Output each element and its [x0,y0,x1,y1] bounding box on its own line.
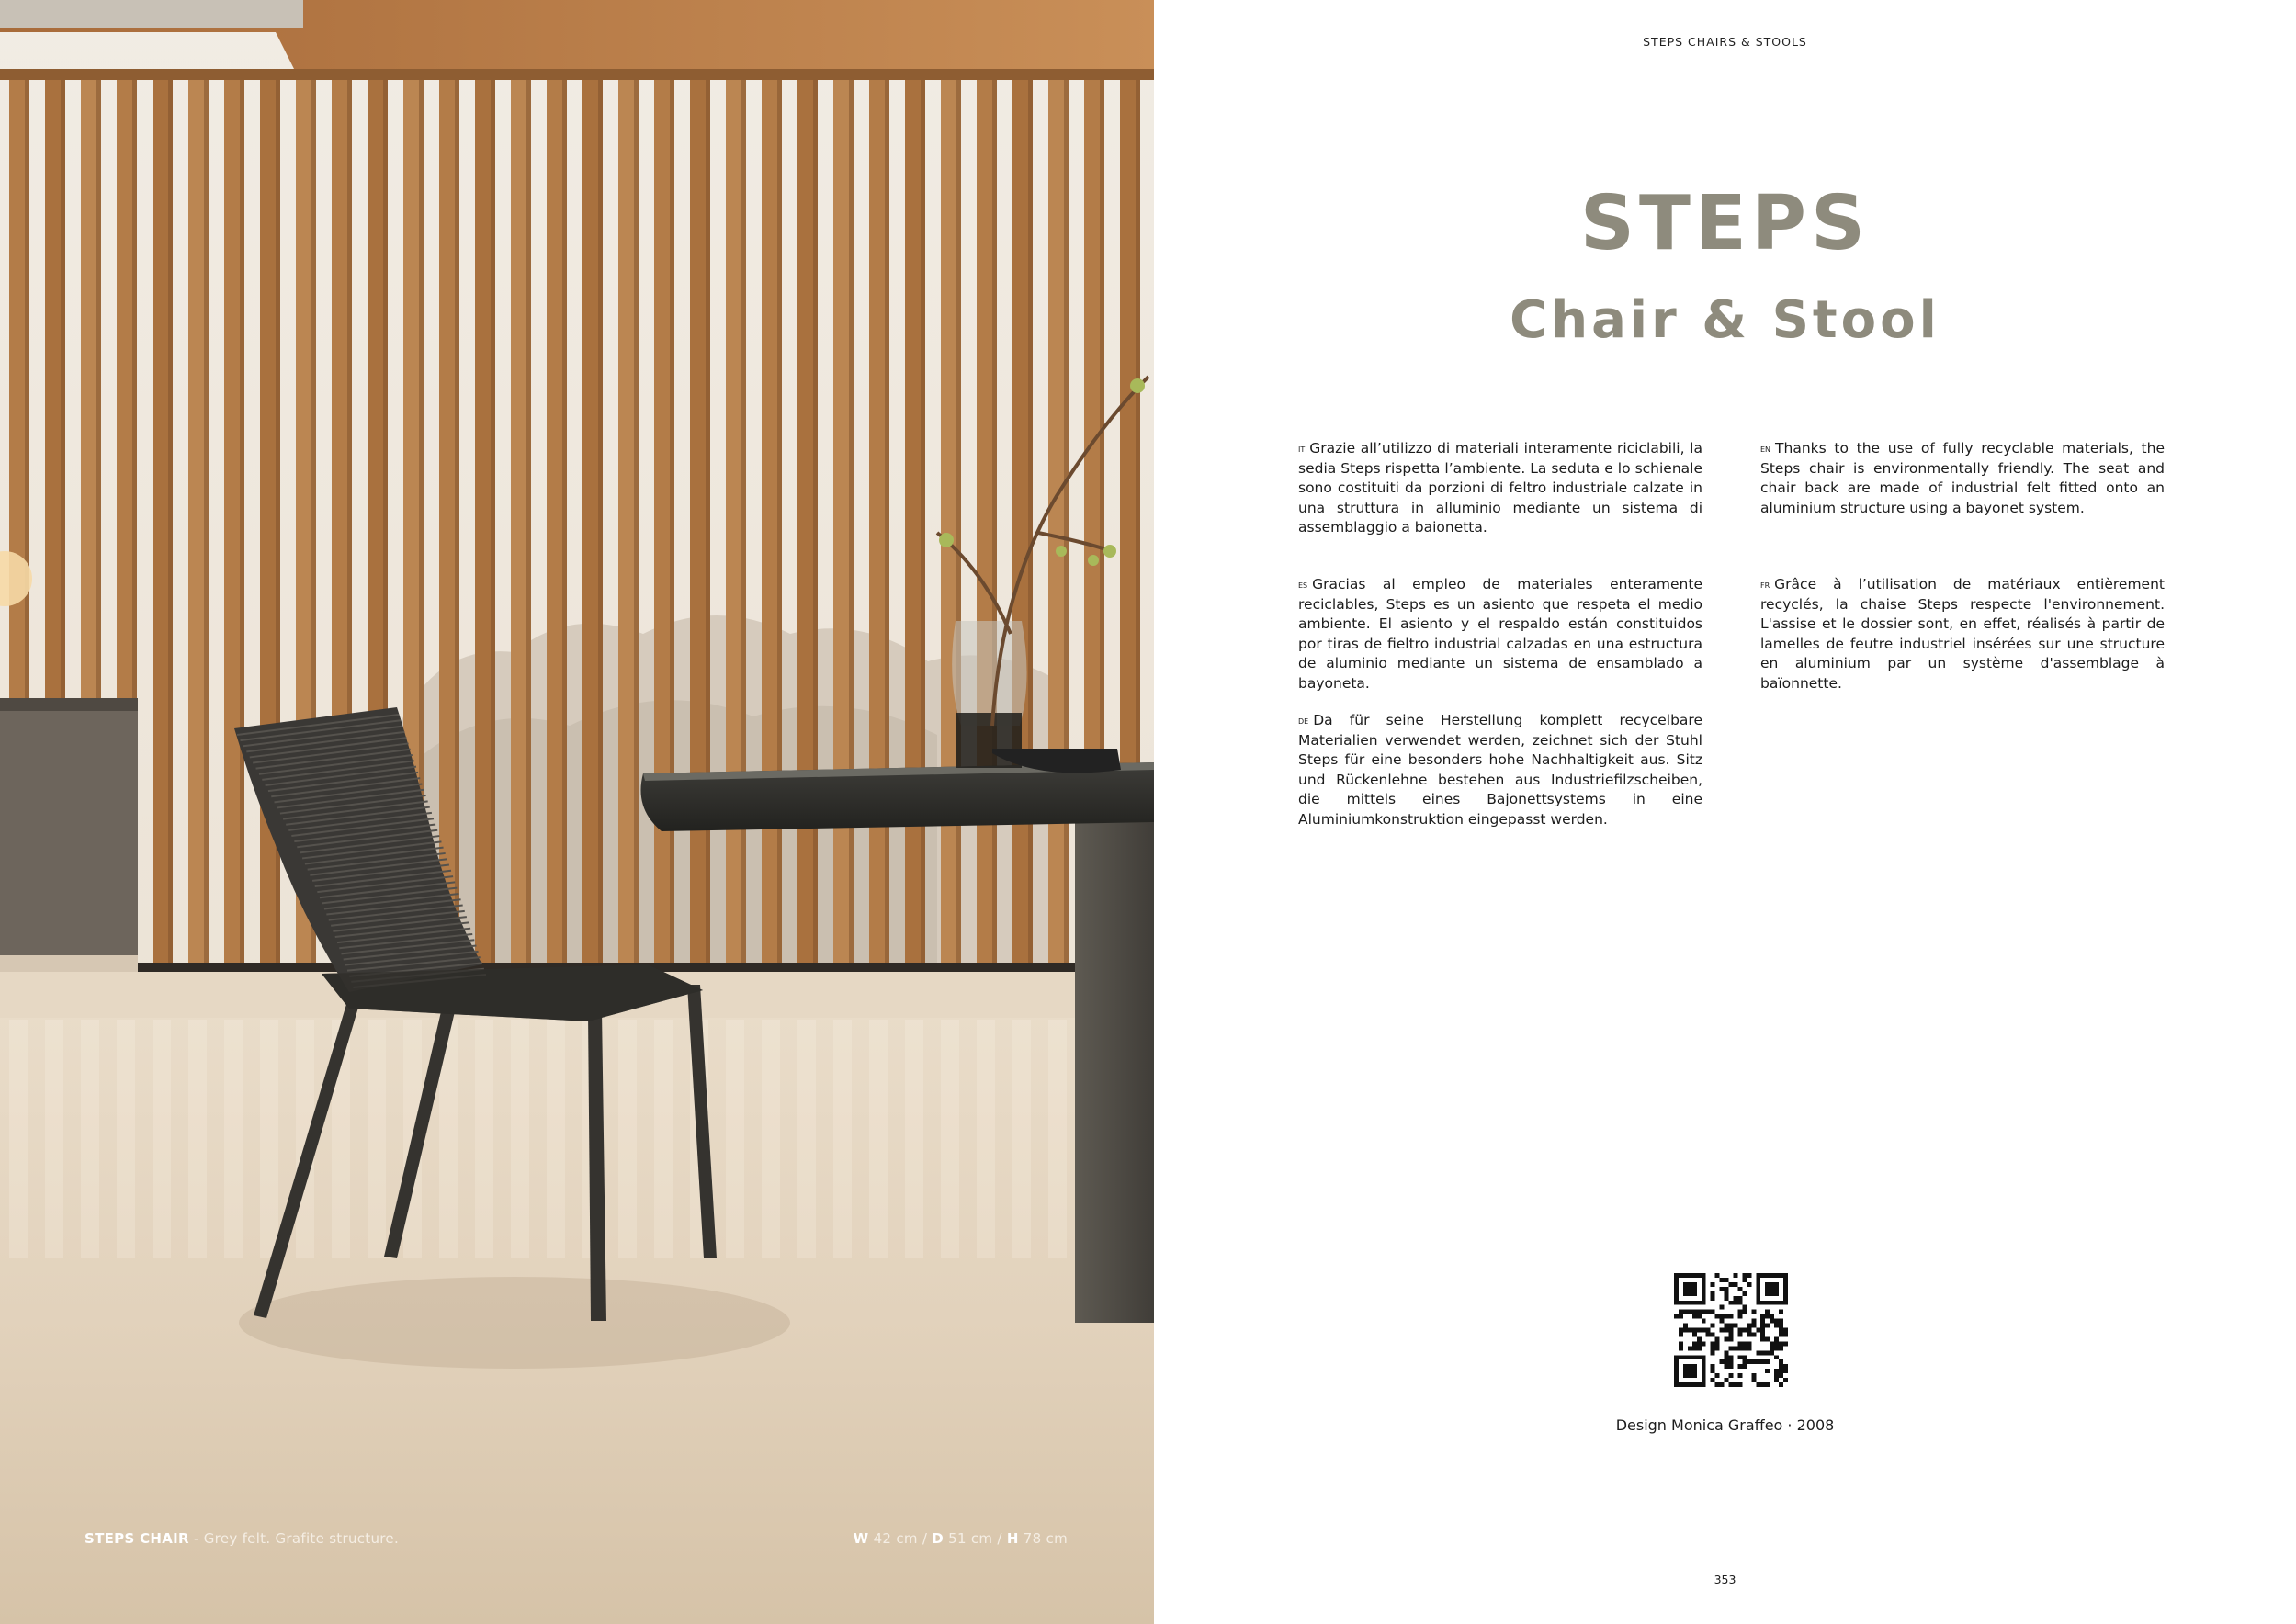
lang-tag-en: EN [1760,445,1771,454]
width-value: 42 cm / [868,1530,933,1547]
lang-tag-es: ES [1298,581,1308,590]
depth-label: D [932,1530,944,1547]
paragraph-es [1298,575,1702,694]
caption-description: - Grey felt. Grafite structure. [188,1530,400,1547]
designer-credit: Design Monica Graffeo · 2008 [1615,1416,1835,1434]
lang-tag-de: DE [1298,717,1309,726]
text-page [1154,0,2296,1624]
paragraph-it [1298,439,1702,538]
width-label: W [853,1530,869,1547]
qr-code[interactable] [1674,1273,1788,1387]
page-title: STEPS [1579,180,1871,267]
paragraph-text-de: Da für seine Herstellung komplett recycelbare Materialien verwendet werden, zeichnet sich der Stuhl Steps für eine besonders hohe Nachhaltigkeit aus. Sitz und Rückenlehne bestehen aus Industriefilzscheiben, die mittels eines Bajonettsystems in eine Aluminiumkonstruktion eingepasst werden. [1298,712,1702,828]
height-label: H [1006,1530,1019,1547]
dimensions-caption [854,1530,1068,1547]
running-head: STEPS CHAIRS & STOOLS [1643,35,1807,49]
photo-caption [85,1530,399,1547]
depth-value: 51 cm / [944,1530,1007,1547]
page-number: 353 [1714,1573,1736,1586]
caption-product-name: STEPS CHAIR [85,1530,189,1547]
paragraph-de [1298,711,1702,830]
paragraph-text-en: Thanks to the use of fully recyclable materials, the Steps chair is environmentally friendly. The seat and chair back are made of industrial felt fitted onto an aluminium structure using a bayonet system. [1760,440,2165,516]
lang-tag-fr: FR [1760,581,1770,590]
lang-tag-it: IT [1298,445,1306,454]
page-subtitle: Chair & Stool [1510,290,1940,350]
height-value: 78 cm [1018,1530,1068,1547]
paragraph-fr [1760,575,2165,694]
paragraph-text-es: Gracias al empleo de materiales enteramente reciclables, Steps es un asiento que respeta el medio ambiente. El asiento y el respaldo están constituidos por tiras de fieltro industrial calzadas en una estructura de aluminio mediante un sistema de ensamblado a bayoneta. [1298,576,1702,692]
paragraph-text-it: Grazie all’utilizzo di materiali interamente riciclabili, la sedia Steps rispetta l’ambiente. La seduta e lo schienale sono costituiti da porzioni di feltro industriale calzate in una struttura in alluminio mediante un sistema di assemblaggio a baionetta. [1298,440,1702,536]
paragraph-text-fr: Grâce à l’utilisation de matériaux entièrement recyclés, la chaise Steps respecte l'environnement. L'assise et le dossier sont, en effet, réalisés à partir de lamelles de feutre industriel insérées sur une structure en aluminium par un système d'assemblage à baïonnette. [1760,576,2165,692]
paragraph-en [1760,439,2165,518]
